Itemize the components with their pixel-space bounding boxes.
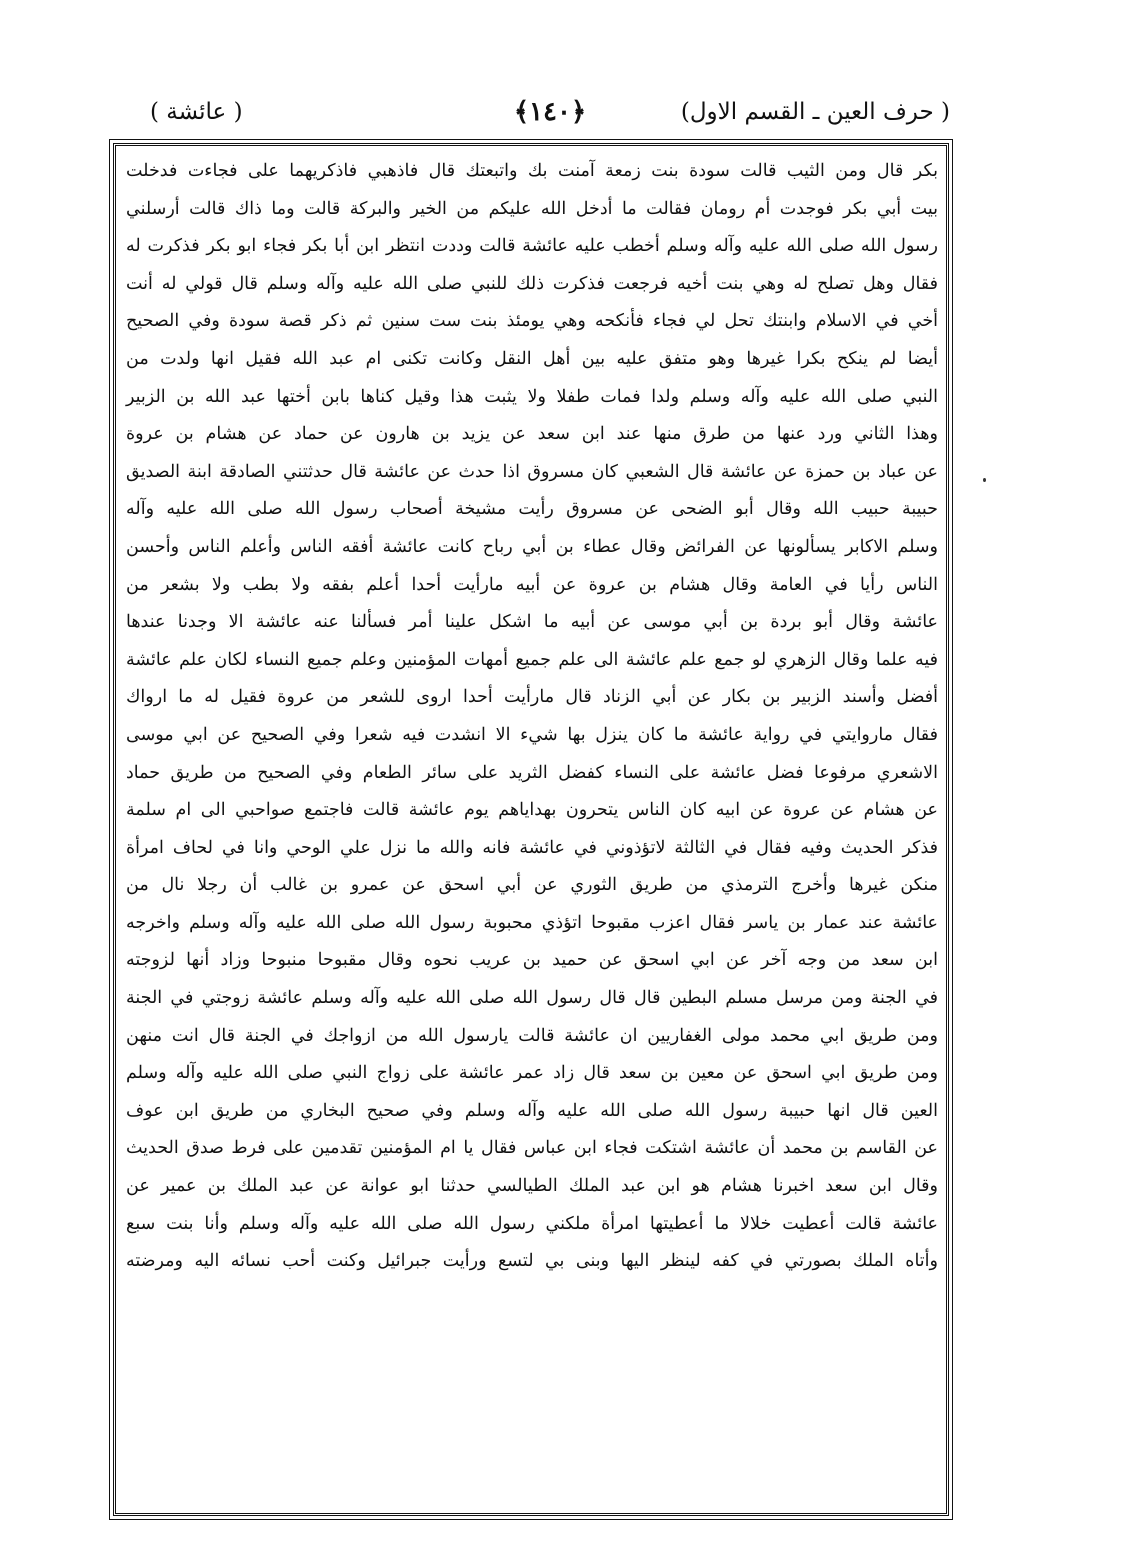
text-line: ابن سعد من وجه آخر عن ابي اسحق عن حميد بن عريب نحوه وقال مقبوحا منبوحا وزاد أنها لزوجته xyxy=(126,950,938,971)
text-line: منكن غيرها وأخرج الترمذي من طريق الثوري عن أبي اسحق عن عمرو بن غالب أن رجلا نال من xyxy=(126,875,938,896)
scan-speck xyxy=(983,478,986,482)
page-header xyxy=(150,92,950,132)
text-line: وسلم الاكابر يسألونها عن الفرائض وقال عطاء بن أبي رباح كانت عائشة أفقه الناس وأعلم الناس وأحسن xyxy=(126,536,938,557)
text-line: عائشة وقال أبو بردة بن أبي موسى عن أبيه ما اشكل علينا أمر فسألنا عنه عائشة الا وجدنا عندها xyxy=(126,612,938,633)
text-line: رسول الله صلى الله عليه وآله وسلم أخطب عليه عائشة قالت وددت انتظر ابن أبا بكر فجاء ابو بكر فذكرت له xyxy=(126,236,938,257)
text-line: بكر قال ومن الثيب قالت سودة بنت زمعة آمنت بك واتبعتك قال فاذهبي فاذكريهما على فجاءت فدخلت xyxy=(126,161,938,181)
text-line: الناس رأيا في العامة وقال هشام بن عروة عن أبيه مارأيت أحدا أعلم بفقه ولا بطب ولا بشعر من xyxy=(126,574,938,595)
text-line: وأتاه الملك بصورتي في كفه لينظر اليها وبنى بي لتسع ورأيت جبرائيل وكنت أحب نسائه اليه ومرضته xyxy=(126,1251,938,1272)
page-number: ﴿١٤٠﴾ xyxy=(513,97,587,127)
text-line: ومن طريق ابي محمد مولى الغفاريين ان عائشة قالت يارسول الله من ازواجك في الجنة قال انت منهن xyxy=(126,1025,938,1046)
text-line: فذكر الحديث وفيه فقال في الثالثة لاتؤذوني في عائشة فانه والله ما نزل علي الوحي وانا في لحاف امرأة xyxy=(126,837,938,858)
text-line: فقال ماروايتي في رواية عائشة ما كان ينزل بها شيء الا انشدت فيه شعرا وفي الصحيح عن ابي موسى xyxy=(126,724,938,745)
text-line: فيه علما وقال الزهري لو جمع علم عائشة الى علم جميع أمهات المؤمنين وعلم جميع النساء لكان علم عائشة xyxy=(126,649,938,670)
text-line: أيضا لم ينكح بكرا غيرها وهو متفق عليه بين أهل النقل وكانت تكنى ام عبد الله فقيل انها ولدت من xyxy=(126,348,938,369)
text-line: النبي صلى الله عليه وآله وسلم ولدا فمات طفلا ولا يثبت هذا وقيل كناها بابن أختها عبد الله بن الزبير xyxy=(126,386,938,407)
text-line: عن عباد بن حمزة عن عائشة قال الشعبي كان مسروق اذا حدث عن عائشة قال حدثتني الصادقة ابنة الصديق xyxy=(126,461,938,482)
text-line: أفضل وأسند الزبير بن بكار عن أبي الزناد قال مارأيت أحدا اروى للشعر من عروة فقيل له ما ارواك xyxy=(126,687,938,708)
text-line: في الجنة ومن مرسل مسلم البطين قال قال رسول الله صلى الله عليه وآله وسلم عائشة زوجتي في الجنة xyxy=(126,988,938,1009)
text-line: عائشة عند عمار بن ياسر فقال اعزب مقبوحا اتؤذي محبوبة رسول الله صلى الله عليه وآله وسلم واخرجه xyxy=(126,912,938,933)
running-head-entry: ( عائشة ) xyxy=(150,99,243,125)
text-body xyxy=(122,153,942,1508)
text-line: بيت أبي بكر فوجدت أم رومان فقالت ما أدخل الله عليكم من الخير والبركة قالت وما ذاك قالت أرسلني xyxy=(126,198,938,219)
text-line: عن هشام عن عروة عن ابيه كان الناس يتحرون بهداياهم يوم عائشة قالت فاجتمع صواحبي الى ام سلمة xyxy=(126,800,938,821)
text-line: ومن طريق ابي اسحق عن معين بن سعد قال زاد عمر عائشة على زواج النبي صلى الله عليه وآله وسلم xyxy=(126,1063,938,1084)
text-line: وقال ابن سعد اخبرنا هشام هو ابن عبد الملك الطيالسي حدثنا ابو عوانة عن عبد الملك بن عمير عن xyxy=(126,1176,938,1197)
text-line: فقال وهل تصلح له وهي بنت أخيه فرجعت فذكرت ذلك للنبي صلى الله عليه وآله وسلم قال قولي له أنت xyxy=(126,273,939,294)
text-line: حبيبة حبيب الله وقال أبو الضحى عن مسروق رأيت مشيخة أصحاب رسول الله صلى الله عليه وآله xyxy=(126,499,938,520)
text-line: العين قال انها حبيبة رسول الله صلى الله عليه وآله وسلم وفي صحيح البخاري من طريق ابن عوف xyxy=(126,1100,938,1121)
text-line: وهذا الثاني ورد عنها من طرق منها عند ابن سعد عن يزيد بن هارون عن حماد عن هشام بن عروة xyxy=(126,424,938,445)
running-head-chapter: ( حرف العين ـ القسم الاول) xyxy=(680,99,950,125)
text-line: عائشة قالت أعطيت خلالا ما أعطيتها امرأة ملكني رسول الله صلى الله عليه وآله وسلم وأنا بنت سبع xyxy=(126,1213,938,1234)
text-line: عن القاسم بن محمد أن عائشة اشتكت فجاء ابن عباس فقال يا ام المؤمنين تقدمين على فرط صدق الحديث xyxy=(126,1138,938,1159)
text-line: الاشعري مرفوعا فضل عائشة على النساء كفضل الثريد على سائر الطعام وفي الصحيح من طريق حماد xyxy=(126,762,938,783)
text-line: أخي في الاسلام وابنتك تحل لي فجاء فأنكحه وهي يومئذ بنت ست سنين ثم ذكر قصة سودة وفي الصحيح xyxy=(126,311,938,332)
